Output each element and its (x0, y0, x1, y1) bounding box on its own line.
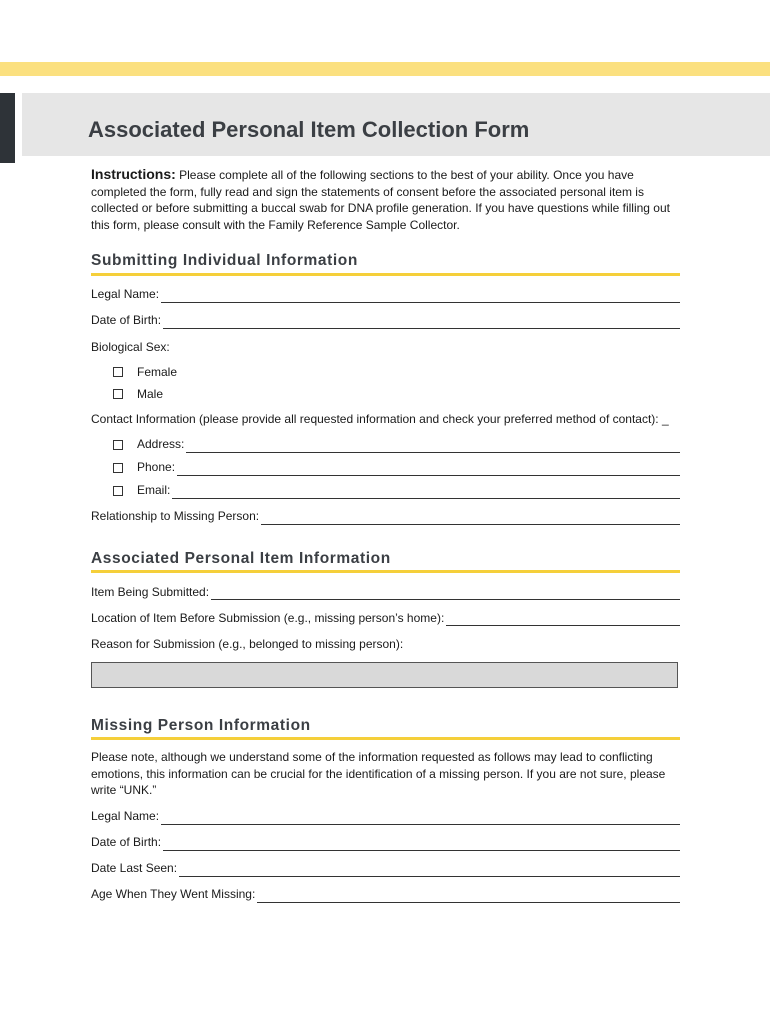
form-content (91, 166, 680, 903)
male-checkbox[interactable]: Male (91, 386, 680, 402)
item-location-field[interactable]: Location of Item Before Submission (e.g., missing person’s home): (91, 610, 680, 626)
address-field[interactable]: Address: (91, 437, 680, 453)
side-tab (0, 93, 15, 163)
missing-heading: Missing Person Information (91, 718, 680, 741)
checkbox-icon[interactable] (113, 389, 123, 399)
item-heading: Associated Personal Item Information (91, 551, 680, 574)
checkbox-icon[interactable] (113, 463, 123, 473)
item-submitted-field[interactable]: Item Being Submitted: (91, 584, 680, 600)
instructions-label: Instructions: (91, 166, 176, 182)
missing-note: Please note, although we understand some of the information requested as follows may lead to conflicting emotions, this information can be crucial for the identification of a missing person. If you are not sure, please write “UNK.” (91, 750, 666, 797)
checkbox-icon[interactable] (113, 486, 123, 496)
female-checkbox[interactable]: Female (91, 364, 680, 380)
submitter-dob-field[interactable]: Date of Birth: (91, 313, 680, 329)
instructions (91, 166, 680, 233)
instructions-text: Please complete all of the following sections to the best of your ability. Once you have completed the form, fully read and sign the statements of consent before the associated personal item is collected or before submitting a buccal swab for DNA profile generation. If you have questions while filling out this form, please consult with the Family Reference Sample Collector. (91, 168, 670, 232)
page-title: Associated Personal Item Collection Form (88, 117, 530, 142)
top-accent-band (0, 62, 770, 76)
phone-field[interactable]: Phone: (91, 460, 680, 476)
email-field[interactable]: Email: (91, 483, 680, 499)
reason-textbox[interactable] (91, 662, 678, 688)
missing-dob-field[interactable]: Date of Birth: (91, 835, 680, 851)
bio-sex-label: Biological Sex: (91, 339, 170, 354)
submitter-legal-name-field[interactable]: Legal Name: (91, 287, 680, 303)
checkbox-icon[interactable] (113, 367, 123, 377)
checkbox-icon[interactable] (113, 440, 123, 450)
missing-legal-name-field[interactable]: Legal Name: (91, 809, 680, 825)
relationship-field[interactable]: Relationship to Missing Person: (91, 509, 680, 525)
date-last-seen-field[interactable]: Date Last Seen: (91, 861, 680, 877)
age-missing-field[interactable]: Age When They Went Missing: (91, 887, 680, 903)
contact-info-label: Contact Information (please provide all requested information and check your preferred method of contact): _ (91, 412, 669, 426)
submitting-heading: Submitting Individual Information (91, 253, 680, 276)
reason-label: Reason for Submission (e.g., belonged to missing person): (91, 637, 404, 651)
